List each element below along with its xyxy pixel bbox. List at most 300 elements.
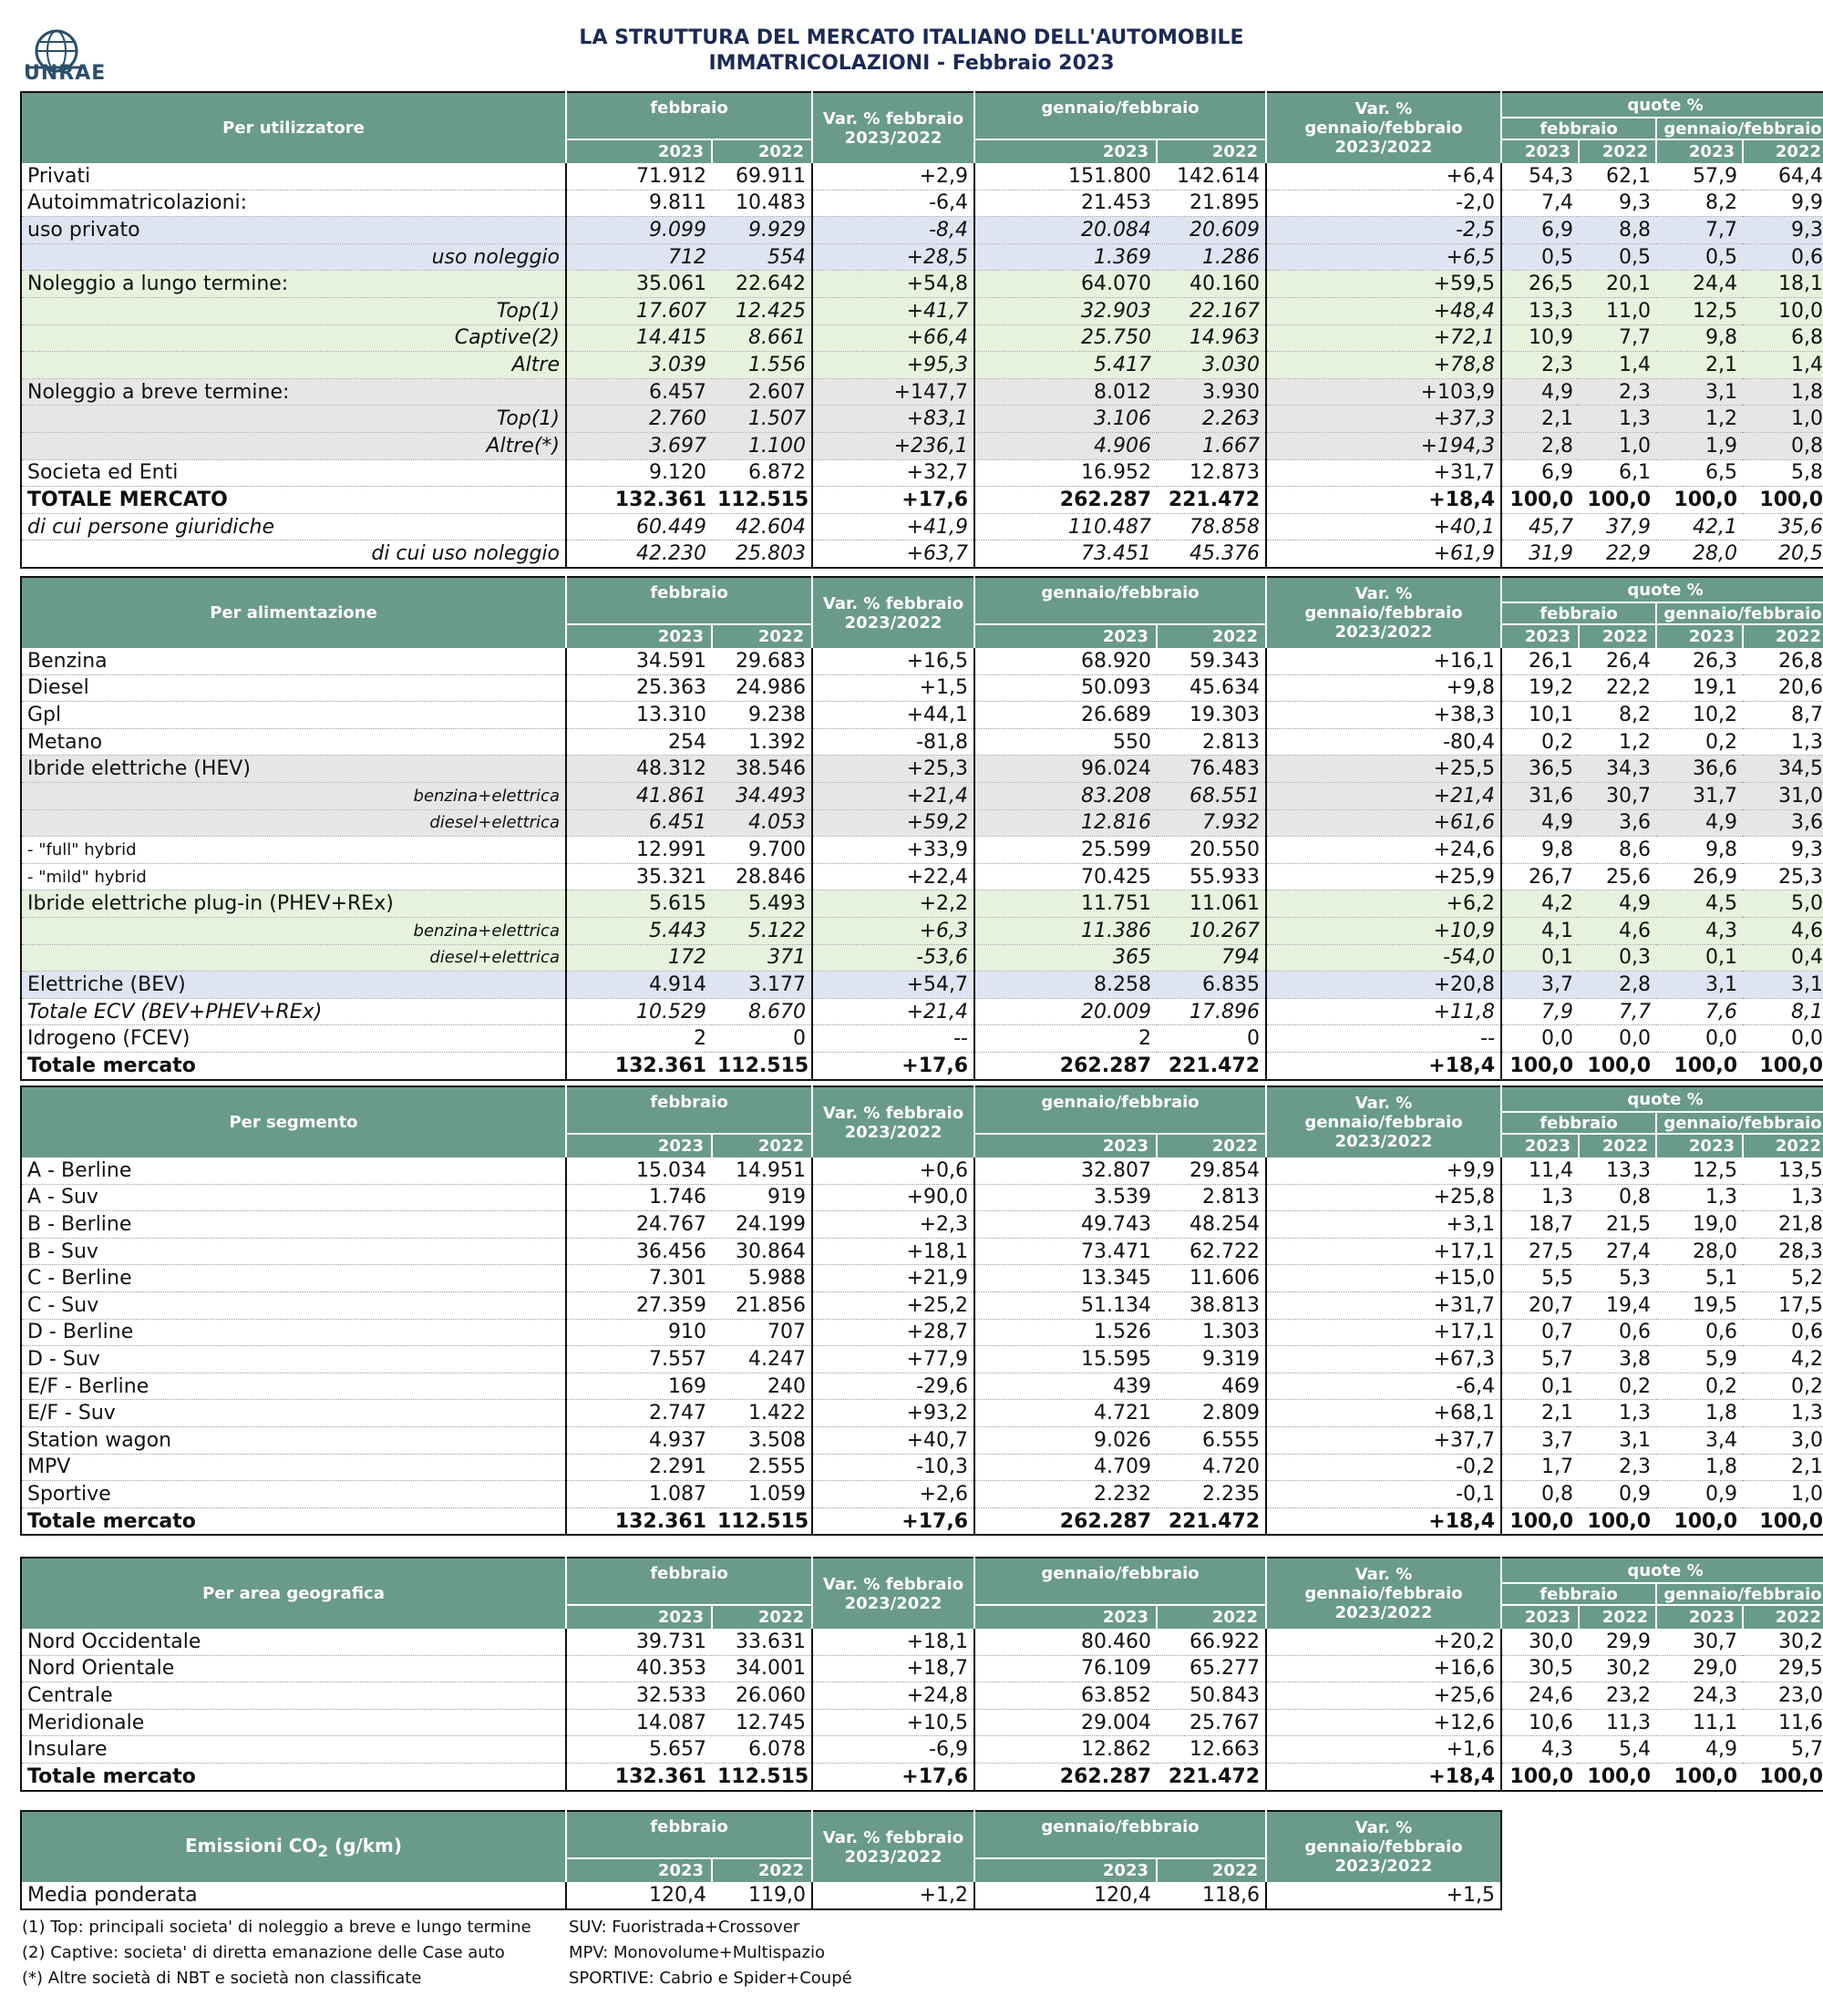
cell-value: 22,9 — [1606, 542, 1652, 566]
cell-value: +63,7 — [812, 540, 974, 568]
cell-value: 25,3 — [1743, 863, 1823, 890]
cell-value: 0,0 — [1579, 1025, 1656, 1053]
table-row — [21, 432, 1823, 459]
row-label: - "full" hybrid — [21, 837, 566, 864]
cell-value: 2.760 — [566, 406, 712, 433]
cell-value: 24.767 — [566, 1211, 712, 1239]
footnote-suv: SUV: Fuoristrada+Crossover — [569, 1918, 800, 1937]
quote-year-header: 2023 — [1656, 139, 1743, 163]
var-gf-period: gennaio/febbraio — [1304, 603, 1463, 622]
cell-value: 13.310 — [566, 702, 712, 729]
cell-value: 3.508 — [712, 1426, 812, 1454]
cell-value: 19,2 — [1501, 674, 1579, 702]
year-header: 2023 — [974, 624, 1157, 648]
cell-value: -8,4 — [812, 217, 974, 244]
cell-value: 712 — [566, 243, 712, 271]
row-label: Nord Occidentale — [21, 1629, 566, 1655]
footnote-3: (*) Altre società di NBT e società non classificate — [22, 1969, 422, 1988]
cell-value: 3.177 — [712, 972, 812, 999]
cell-value: 1,3 — [1743, 728, 1823, 756]
cell-value: +24,6 — [1266, 837, 1501, 864]
cell-value: +6,4 — [1266, 163, 1501, 190]
cell-value: 30,2 — [1743, 1629, 1823, 1655]
quote-febbraio-header: febbraio — [1501, 1112, 1656, 1134]
cell-value: +67,3 — [1266, 1346, 1501, 1373]
cell-value: 5,5 — [1501, 1265, 1579, 1292]
cell-value: 21,5 — [1579, 1211, 1656, 1239]
cell-value: 42.230 — [566, 540, 712, 568]
row-label: Captive(2) — [21, 324, 566, 352]
cell-value: 5.443 — [566, 917, 712, 944]
cell-value: 24.199 — [712, 1211, 812, 1239]
cell-value: 100,0 — [1674, 1764, 1738, 1788]
cell-value: 12.425 — [712, 297, 812, 324]
cell-value: -2,0 — [1266, 190, 1501, 217]
row-label: di cui uso noleggio — [371, 542, 560, 566]
cell-value: 4,3 — [1501, 1736, 1579, 1764]
table-row — [21, 1629, 1823, 1655]
cell-value: +32,7 — [812, 459, 974, 487]
cell-value: 19.303 — [1157, 702, 1266, 729]
var-feb-years: 2023/2022 — [844, 1122, 942, 1142]
cell-value: 29,9 — [1579, 1629, 1656, 1655]
cell-value: 151.800 — [974, 163, 1157, 190]
cell-value: 4,9 — [1656, 1736, 1743, 1764]
cell-value: +41,9 — [812, 513, 974, 540]
cell-value: 6.457 — [566, 378, 712, 406]
row-label: C - Suv — [21, 1291, 566, 1319]
cell-value: 550 — [974, 728, 1157, 756]
cell-value: 4.906 — [974, 432, 1157, 459]
cell-value: 9.811 — [566, 190, 712, 217]
cell-value: 221.472 — [1168, 1764, 1261, 1788]
var-feb-label: Var. % febbraio — [822, 108, 964, 129]
cell-value: +66,4 — [812, 324, 974, 352]
cell-value: 3,1 — [1656, 378, 1743, 406]
cell-value: 15.034 — [566, 1157, 712, 1184]
cell-value: 0,2 — [1501, 728, 1579, 756]
year-header: 2023 — [974, 1134, 1157, 1157]
cell-value: 0,6 — [1579, 1319, 1656, 1346]
cell-value: +18,1 — [812, 1629, 974, 1655]
cell-value: 7,7 — [1656, 217, 1743, 244]
cell-value: 6.078 — [712, 1736, 812, 1764]
table-row — [21, 459, 1823, 487]
cell-value: 9,3 — [1579, 190, 1656, 217]
quote-year-header: 2022 — [1579, 139, 1656, 163]
cell-value: 80.460 — [974, 1629, 1157, 1655]
cell-value: 8.670 — [712, 998, 812, 1025]
cell-value: 83.208 — [974, 782, 1157, 809]
cell-value: +10,9 — [1266, 917, 1501, 944]
cell-value: 19,1 — [1656, 674, 1743, 702]
cell-value: +147,7 — [812, 378, 974, 406]
cell-value: 33.631 — [712, 1629, 812, 1655]
cell-value: +33,9 — [812, 837, 974, 864]
cell-value: 0,2 — [1579, 1373, 1656, 1400]
table-title: Per alimentazione — [21, 577, 566, 648]
cell-value: 1.100 — [712, 432, 812, 459]
cell-value: 31,0 — [1743, 782, 1823, 809]
cell-value: 7,4 — [1501, 190, 1579, 217]
header-row — [21, 1086, 1823, 1112]
var-gf-years: 2023/2022 — [1334, 138, 1433, 157]
cell-value: 262.287 — [974, 1763, 1157, 1790]
cell-value: 0,5 — [1656, 243, 1743, 271]
year-header: 2022 — [1157, 1134, 1266, 1157]
cell-value: 1,0 — [1579, 432, 1656, 459]
cell-value: 4.247 — [712, 1346, 812, 1373]
cell-value: 120,4 — [974, 1882, 1157, 1909]
cell-value: 20.609 — [1157, 217, 1266, 244]
cell-value: 66.922 — [1157, 1629, 1266, 1655]
row-label: Autoimmatricolazioni: — [21, 190, 566, 217]
page-title — [0, 26, 1823, 77]
cell-value: 35.321 — [566, 863, 712, 890]
cell-value: 25.599 — [974, 837, 1157, 864]
cell-value: 28,0 — [1693, 542, 1738, 566]
var-febbraio-header — [812, 1558, 974, 1629]
cell-value: +78,8 — [1266, 352, 1501, 379]
cell-value: 5.657 — [566, 1736, 712, 1764]
row-label: Top(1) — [21, 406, 566, 433]
quote-febbraio-header: febbraio — [1501, 1583, 1656, 1605]
cell-value: +2,6 — [812, 1481, 974, 1508]
cell-value: 1,0 — [1743, 406, 1823, 433]
year-header: 2022 — [1157, 1605, 1266, 1629]
cell-value: +2,2 — [812, 890, 974, 918]
header-row — [21, 1558, 1823, 1583]
cell-value: 11,3 — [1579, 1709, 1656, 1736]
cell-value: +15,0 — [1266, 1265, 1501, 1292]
cell-value: 262.287 — [974, 1052, 1157, 1079]
febbraio-header: febbraio — [566, 1086, 812, 1134]
var-febbraio-header — [812, 1086, 974, 1157]
cell-value: +20,8 — [1266, 972, 1501, 999]
cell-value: 119,0 — [748, 1883, 806, 1907]
cell-value: 24.986 — [712, 674, 812, 702]
cell-value: 0,0 — [1656, 1025, 1743, 1053]
cell-value: 5,7 — [1501, 1346, 1579, 1373]
cell-value: 57,9 — [1656, 163, 1743, 190]
cell-value: 0 — [712, 1025, 812, 1053]
cell-value: 132.361 — [566, 1763, 712, 1790]
cell-value: 6,9 — [1501, 459, 1579, 487]
cell-value: 10,0 — [1743, 297, 1823, 324]
cell-value: 45.376 — [1190, 542, 1261, 566]
cell-value: 6,5 — [1656, 459, 1743, 487]
quote-header: quote % — [1501, 1086, 1823, 1112]
cell-value: 76.483 — [1157, 756, 1266, 783]
row-label: Noleggio a breve termine: — [21, 378, 566, 406]
cell-value: 17.607 — [566, 297, 712, 324]
table-row — [21, 1400, 1823, 1427]
year-header: 2022 — [712, 1134, 812, 1157]
cell-value: 28,0 — [1656, 1238, 1743, 1265]
row-label: Diesel — [21, 674, 566, 702]
cell-value: 30,0 — [1501, 1629, 1579, 1655]
row-label: benzina+elettrica — [21, 917, 566, 944]
cell-value: 3.106 — [974, 406, 1157, 433]
cell-value: 0,6 — [1743, 1319, 1823, 1346]
cell-value: 4,5 — [1656, 890, 1743, 918]
table-row — [21, 809, 1823, 837]
cell-value: 1,4 — [1579, 352, 1656, 379]
cell-value: 2,8 — [1579, 972, 1656, 999]
emissions-title-sub: 2 — [317, 1842, 329, 1860]
cell-value: 4.937 — [566, 1426, 712, 1454]
cell-value: 100,0 — [1501, 1763, 1579, 1790]
cell-value: 1,0 — [1743, 1481, 1823, 1508]
table-row — [21, 297, 1823, 324]
cell-value: 4,9 — [1579, 890, 1656, 918]
cell-value: 38.813 — [1157, 1291, 1266, 1319]
cell-value: 42,1 — [1656, 513, 1743, 540]
cell-value: 10.267 — [1157, 917, 1266, 944]
cell-value: 9.099 — [566, 217, 712, 244]
cell-value: -6,4 — [1266, 1373, 1501, 1400]
cell-value: 1,3 — [1579, 406, 1656, 433]
row-label: Altre — [21, 352, 566, 379]
var-gf-label: Var. % — [1354, 584, 1413, 603]
cell-value: -10,3 — [812, 1454, 974, 1481]
cell-value: 7,9 — [1501, 998, 1579, 1025]
cell-value: 439 — [974, 1373, 1157, 1400]
cell-value: 13.345 — [974, 1265, 1157, 1292]
cell-value: 36,5 — [1501, 756, 1579, 783]
cell-value: 30.864 — [712, 1238, 812, 1265]
year-header: 2023 — [566, 1605, 712, 1629]
cell-value: 919 — [712, 1184, 812, 1211]
cell-value: +59,2 — [812, 809, 974, 837]
cell-value: 0,8 — [1743, 432, 1823, 459]
cell-value: 30,5 — [1501, 1655, 1579, 1682]
quote-year-header: 2023 — [1501, 1134, 1579, 1157]
cell-value: 1.667 — [1157, 432, 1266, 459]
cell-value: 794 — [1157, 944, 1266, 972]
cell-value: +25,6 — [1266, 1682, 1501, 1710]
cell-value: 132.361 — [566, 487, 712, 514]
cell-value: 5,9 — [1656, 1346, 1743, 1373]
year-header: 2023 — [566, 139, 712, 163]
cell-value: 20,6 — [1743, 674, 1823, 702]
cell-value: 12,5 — [1656, 297, 1743, 324]
row-label: Station wagon — [21, 1426, 566, 1454]
genfeb-header: gennaio/febbraio — [974, 577, 1266, 624]
row-label: Metano — [21, 728, 566, 756]
table-row — [21, 1238, 1823, 1265]
table-row — [21, 1736, 1823, 1764]
cell-value: 24,4 — [1656, 271, 1743, 298]
table-row — [21, 917, 1823, 944]
table-row — [21, 352, 1823, 379]
cell-value: 3,1 — [1656, 972, 1743, 999]
cell-value: 23,2 — [1579, 1682, 1656, 1710]
cell-value: 8.661 — [712, 324, 812, 352]
table-row — [21, 1709, 1823, 1736]
cell-value: 76.109 — [974, 1655, 1157, 1682]
cell-value: 30,2 — [1579, 1655, 1656, 1682]
cell-value: +61,9 — [1266, 540, 1501, 568]
var-feb-years: 2023/2022 — [844, 1593, 942, 1613]
cell-value: 34.493 — [712, 782, 812, 809]
cell-value: 0,1 — [1656, 944, 1743, 972]
cell-value: 26,5 — [1501, 271, 1579, 298]
cell-value: 8,6 — [1579, 837, 1656, 864]
cell-value: 0,0 — [1501, 1025, 1579, 1053]
cell-value: +90,0 — [812, 1184, 974, 1211]
table-row — [21, 378, 1823, 406]
table-row — [21, 1211, 1823, 1239]
data-table — [20, 1085, 1823, 1536]
var-feb-label: Var. % febbraio — [822, 1827, 964, 1847]
table-row — [21, 1882, 1501, 1909]
cell-value: 2.235 — [1157, 1481, 1266, 1508]
footnote-1: (1) Top: principali societa' di noleggio a breve e lungo termine — [22, 1918, 531, 1937]
cell-value: -53,6 — [812, 944, 974, 972]
cell-value: 26,9 — [1656, 863, 1743, 890]
cell-value: 4,9 — [1501, 809, 1579, 837]
cell-value: 100,0 — [1501, 1052, 1579, 1079]
data-table — [20, 576, 1823, 1081]
cell-value: 1,3 — [1579, 1400, 1656, 1427]
febbraio-header: febbraio — [566, 577, 812, 624]
cell-value: 2.813 — [1157, 1184, 1266, 1211]
row-label: - "mild" hybrid — [21, 863, 566, 890]
row-label: A - Berline — [21, 1157, 566, 1184]
cell-value: 96.024 — [974, 756, 1157, 783]
cell-value: 39.731 — [566, 1629, 712, 1655]
cell-value: 112.515 — [717, 1054, 809, 1077]
cell-value: 10,1 — [1501, 702, 1579, 729]
cell-value: 2.263 — [1157, 406, 1266, 433]
cell-value: 50.093 — [974, 674, 1157, 702]
table-row — [21, 890, 1823, 918]
table-row — [21, 944, 1823, 972]
cell-value: +22,4 — [812, 863, 974, 890]
cell-value: 142.614 — [1157, 163, 1266, 190]
cell-value: 19,0 — [1656, 1211, 1743, 1239]
cell-value: 100,0 — [1579, 487, 1656, 514]
var-gf-label: Var. % — [1354, 1818, 1413, 1837]
cell-value: 22.642 — [712, 271, 812, 298]
cell-value: +28,7 — [812, 1319, 974, 1346]
cell-value: 3.030 — [1157, 352, 1266, 379]
var-febbraio-header — [812, 1811, 974, 1882]
cell-value: 15.595 — [974, 1346, 1157, 1373]
genfeb-header: gennaio/febbraio — [974, 1086, 1266, 1134]
cell-value: 28.846 — [712, 863, 812, 890]
cell-value: 1,4 — [1743, 352, 1823, 379]
cell-value: 5.493 — [712, 890, 812, 918]
table-row — [21, 1373, 1823, 1400]
quote-febbraio-header: febbraio — [1501, 118, 1656, 139]
cell-value: 45,7 — [1501, 513, 1579, 540]
cell-value: 100,0 — [1587, 1509, 1652, 1533]
cell-value: +21,4 — [812, 998, 974, 1025]
cell-value: +72,1 — [1266, 324, 1501, 352]
cell-value: 469 — [1157, 1373, 1266, 1400]
cell-value: 221.472 — [1157, 487, 1266, 514]
cell-value: 20,5 — [1778, 542, 1823, 566]
row-label: diesel+elettrica — [21, 809, 566, 837]
cell-value: 4.914 — [566, 972, 712, 999]
cell-value: 26.689 — [974, 702, 1157, 729]
cell-value: 10,6 — [1501, 1709, 1579, 1736]
cell-value: +48,4 — [1266, 297, 1501, 324]
cell-value: 7,7 — [1579, 998, 1656, 1025]
cell-value: 1,3 — [1501, 1184, 1579, 1211]
row-label: MPV — [21, 1454, 566, 1481]
cell-value: 100,0 — [1587, 1054, 1652, 1077]
cell-value: 32.533 — [566, 1682, 712, 1710]
cell-value: 100,0 — [1759, 1764, 1823, 1788]
febbraio-header: febbraio — [566, 1811, 812, 1858]
quote-genfeb-header: gennaio/febbraio — [1656, 1112, 1823, 1134]
genfeb-header: gennaio/febbraio — [974, 1558, 1266, 1605]
cell-value: 51.134 — [974, 1291, 1157, 1319]
cell-value: +25,9 — [1266, 863, 1501, 890]
table-row — [21, 1025, 1823, 1053]
quote-year-header: 2022 — [1743, 1605, 1823, 1629]
cell-value: 21.856 — [712, 1291, 812, 1319]
row-label: C - Berline — [21, 1265, 566, 1292]
footnote-sportive: SPORTIVE: Cabrio e Spider+Coupé — [569, 1969, 852, 1988]
cell-value: 55.933 — [1157, 863, 1266, 890]
cell-value: 12.991 — [566, 837, 712, 864]
cell-value: 8,2 — [1656, 190, 1743, 217]
cell-value: 11,6 — [1743, 1709, 1823, 1736]
year-header: 2022 — [712, 1605, 812, 1629]
cell-value: 10.529 — [566, 998, 712, 1025]
cell-value: 1,9 — [1656, 432, 1743, 459]
cell-value: +25,5 — [1266, 756, 1501, 783]
cell-value: 2.232 — [974, 1481, 1157, 1508]
var-genfeb-header — [1266, 1558, 1501, 1629]
cell-value: 2,3 — [1579, 1454, 1656, 1481]
cell-value: 100,0 — [1743, 487, 1823, 514]
cell-value: 31,7 — [1656, 782, 1743, 809]
cell-value: 30,7 — [1656, 1629, 1743, 1655]
cell-value: 48.312 — [566, 756, 712, 783]
cell-value: 0,2 — [1656, 1373, 1743, 1400]
quote-year-header: 2023 — [1656, 1134, 1743, 1157]
cell-value: 3,8 — [1579, 1346, 1656, 1373]
row-label: Media ponderata — [27, 1883, 198, 1907]
table-row — [21, 487, 1823, 514]
cell-value: 5,0 — [1743, 890, 1823, 918]
cell-value: +1,5 — [812, 674, 974, 702]
cell-value: 221.472 — [1168, 1509, 1261, 1533]
row-label: uso privato — [21, 217, 566, 244]
cell-value: 1.369 — [974, 243, 1157, 271]
cell-value: +18,7 — [812, 1655, 974, 1682]
cell-value: 5.417 — [974, 352, 1157, 379]
cell-value: 41.861 — [566, 782, 712, 809]
cell-value: 4.053 — [712, 809, 812, 837]
cell-value: 365 — [974, 944, 1157, 972]
cell-value: 1,8 — [1743, 378, 1823, 406]
cell-value: 4,9 — [1501, 378, 1579, 406]
genfeb-header: gennaio/febbraio — [974, 1811, 1266, 1858]
cell-value: 172 — [566, 944, 712, 972]
cell-value: 34.001 — [712, 1655, 812, 1682]
cell-value: 3,0 — [1743, 1426, 1823, 1454]
cell-value: 64.070 — [974, 271, 1157, 298]
year-header: 2023 — [566, 624, 712, 648]
cell-value: 554 — [712, 243, 812, 271]
cell-value: 78.858 — [1157, 513, 1266, 540]
